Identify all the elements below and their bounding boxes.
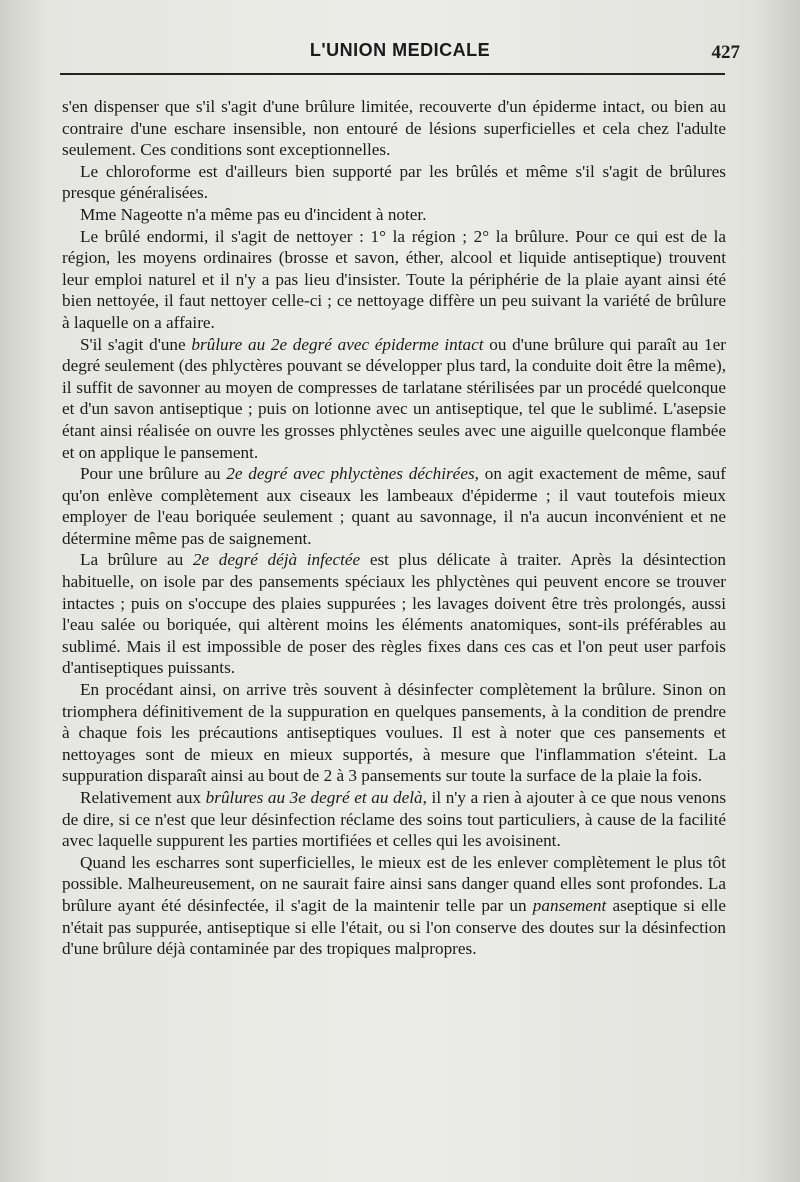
paragraph: Mme Nageotte n'a même pas eu d'incident à noter.	[80, 204, 427, 224]
page-header	[60, 40, 740, 76]
italic-phrase: brûlure au 2e degré avec épiderme intact	[191, 334, 484, 354]
page-number: 427	[711, 42, 740, 63]
article-body	[62, 96, 726, 960]
italic-phrase: brûlures au 3e degré et au delà	[205, 788, 423, 807]
italic-phrase: 2e degré déjà infectée	[192, 550, 361, 570]
paragraph: Le brûlé endormi, il s'agit de nettoyer : 1° la région ; 2° la brûlure. Pour ce qui est de la région, les moyens ordinaires (brosse et savon, éther, alcool et liquide antiseptique) trouvent leur emploi naturel et il n'y a pas lieu d'insister. Toute la périphérie de la plaie ayant ainsi été bien nettoyée, il faut nettoyer celle-ci ; ce nettoyage diffère un peu suivant la variété de brûlure à laquelle on a affaire.	[62, 226, 726, 332]
paragraph: Relativement aux brûlures au 3e degré et au delà, il n'y a rien à ajouter à ce que nous venons de dire, si ce n'est que leur désinfection réclame des soins tout particuliers, à cause de la facilité avec laquelle suppurent les parties mortifiées et celles qui les avoisinent.	[62, 788, 727, 851]
paragraph: s'en dispenser que s'il s'agit d'une brûlure limitée, recouverte d'un épiderme intact, ou bien au contraire d'une eschare insensible, non entouré de lésions superficielles et cela chez l'adulte seulement. Ces conditions sont exceptionnelles.	[62, 97, 726, 160]
italic-phrase: pansement	[532, 895, 607, 915]
paragraph: Pour une brûlure au 2e degré avec phlyctènes déchirées, on agit exactement de même, sauf qu'on enlève complètement aux ciseaux les lambeaux d'épiderme ; il vaut toutefois mieux employer de l'eau boriquée seulement ; quant au savonnage, il n'a aucun inconvénient et ne détermine même pas de saignement.	[62, 464, 726, 548]
paragraph: Quand les escharres sont superficielles, le mieux est de les enlever complètement le plus tôt possible. Malheureusement, on ne saurait faire ainsi sans danger quand elles sont profondes. La brûlure ayant été désinfectée, il s'agit de la maintenir telle par un pansement aseptique si elle n'était pas suppurée, antiseptique si elle l'était, ou si l'on conserve des doutes sur la désinfection d'une brûlure déjà contaminée par des tropiques malpropres.	[62, 852, 726, 959]
paragraph: La brûlure au 2e degré déjà infectée est plus délicate à traiter. Après la désintection habituelle, on isole par des pansements spéciaux les phlyctènes qui peuvent encore se trouver intactes ; puis on s'occupe des plaies suppurées ; les lavages doivent être très prolongés, aussi l'eau salée ou boriquée, qui altèrent moins les éléments anatomiques, sont-ils préférables au sublimé. Mais il est impossible de poser des règles fixes dans ces cas et l'on peut user parfois d'antiseptiques puissants.	[62, 550, 726, 678]
paragraph: S'il s'agit d'une brûlure au 2e degré avec épiderme intact ou d'une brûlure qui paraît au 1er degré seulement (des phlyctères pouvant se développer plus tard, la conduite doit être la même), il suffit de savonner au moyen de compresses de tarlatane stérilisées par un procédé quelconque et d'un savon antiseptique ; puis on lotionne avec un antiseptique, tel que le sublimé. L'asepsie étant ainsi réalisée on ouvre les grosses phlyctènes seules avec une aiguille quelconque flambée et on applique le pansement.	[62, 334, 726, 462]
paragraph: Le chloroforme est d'ailleurs bien supporté par les brûlés et même s'il s'agit de brûlures presque généralisées.	[62, 161, 726, 203]
paragraph: En procédant ainsi, on arrive très souvent à désinfecter complètement la brûlure. Sinon on triomphera définitivement de la suppuration en quelques pansements, à la condition de prendre à chaque fois les précautions antiseptiques voulues. Il est à noter que ces pansements et nettoyages sont de mieux en mieux supportés, à mesure que l'inflammation s'éteint. La suppuration disparaît ainsi au bout de 2 à 3 pansements sur toute la surface de la plaie la fois.	[62, 680, 726, 786]
running-title: L'UNION MEDICALE	[309, 40, 491, 60]
italic-phrase: 2e degré avec phlyctènes déchirées	[226, 464, 475, 484]
header-rule	[60, 73, 725, 75]
